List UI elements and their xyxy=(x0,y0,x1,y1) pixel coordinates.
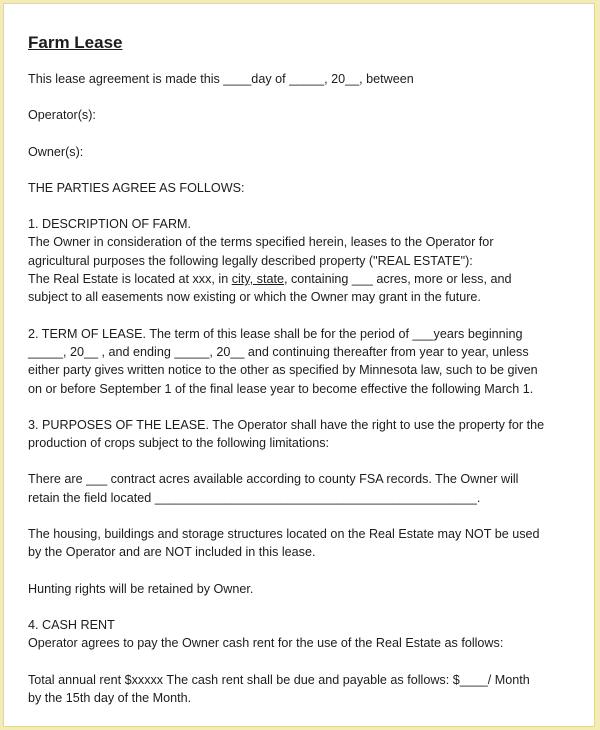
intro-line: This lease agreement is made this ____day of _____, 20__, between xyxy=(28,72,414,86)
section1-text: , containing ___ acres, more or less, and xyxy=(283,272,512,287)
section1-line: agricultural purposes the following legally described property ("REAL ESTATE"): xyxy=(28,253,473,268)
section1-line: subject to all easements now existing or which the Owner may grant in the future. xyxy=(28,290,481,305)
section4-heading: 4. CASH RENT xyxy=(28,617,115,632)
section4-line: by the 15th day of the Month. xyxy=(28,690,192,705)
section4-line: Total annual rent $xxxxx The cash rent shall be due and payable as follows: $____/ Month xyxy=(28,672,530,687)
housing-line: The housing, buildings and storage structures located on the Real Estate may NOT be used xyxy=(28,527,540,542)
section1-line xyxy=(28,270,564,288)
section1-heading: 1. DESCRIPTION OF FARM. xyxy=(28,217,192,232)
section1-text: The Real Estate is located at xxx, in xyxy=(28,272,232,287)
section4-line: Operator agrees to pay the Owner cash rent for the use of the Real Estate as follows: xyxy=(28,636,504,651)
parties-agree-heading: THE PARTIES AGREE AS FOLLOWS: xyxy=(28,180,245,195)
section3-line: 3. PURPOSES OF THE LEASE. The Operator shall have the right to use the property for the xyxy=(28,417,545,432)
lease-body xyxy=(28,32,564,707)
hunting-line: Hunting rights will be retained by Owner. xyxy=(28,581,254,596)
section3-line: production of crops subject to the following limitations: xyxy=(28,436,330,451)
section1-line: The Owner in consideration of the terms specified herein, leases to the Operator for xyxy=(28,235,494,250)
section2-line: _____, 20__ , and ending _____, 20__ and continuing thereafter from year to year, unless xyxy=(28,344,529,359)
contract-line: There are ___ contract acres available according to county FSA records. The Owner will xyxy=(28,472,519,487)
operator-label: Operator(s): xyxy=(28,108,96,123)
city-state-field: city, state xyxy=(231,272,284,287)
section2-line: either party gives written notice to the other as specified by Minnesota law, such to be given xyxy=(28,363,538,378)
section2-line: on or before September 1 of the final lease year to become effective the following March 1. xyxy=(28,381,534,396)
section2-line: 2. TERM OF LEASE. The term of this lease shall be for the period of ___years beginning xyxy=(28,326,523,341)
document-page xyxy=(3,3,595,727)
owner-label: Owner(s): xyxy=(28,144,84,159)
housing-line: by the Operator and are NOT included in this lease. xyxy=(28,545,316,560)
contract-line: retain the field located ______________________________________________. xyxy=(28,490,481,505)
document-title: Farm Lease xyxy=(28,33,123,52)
